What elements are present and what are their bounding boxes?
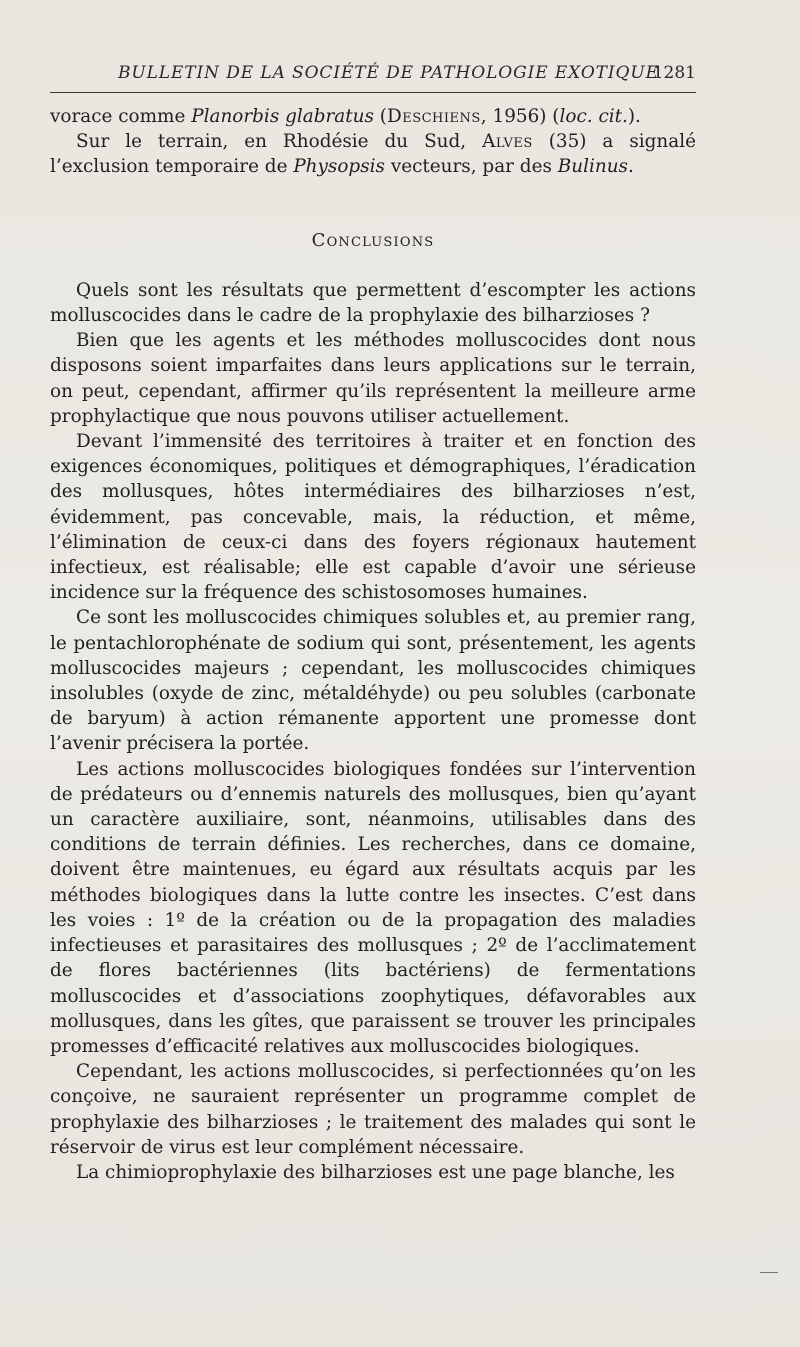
running-header xyxy=(50,60,696,93)
section-heading: Conclusions xyxy=(311,229,435,251)
author-name: Deschiens xyxy=(386,106,481,127)
species-name: Bulinus xyxy=(557,156,628,178)
intro-text: vecteurs, par des xyxy=(384,156,558,178)
intro-text: . xyxy=(628,156,634,178)
paragraph: Devant l’immensité des territoires à traiter et en fonction des exigences économiques, politiques et démographiques, l’éradication des mollusques, hôtes intermédiaires des bilharzioses n’est, évidemment, pas concevable, mais, la réduction, et même, l’élimination de ceux-ci dans des foyers régionaux hautement infectieux, est réalisable; elle est capable d’avoir une sérieuse incidence sur la fréquence des schistosomoses humaines. xyxy=(50,431,696,604)
reference-abbrev: loc. cit. xyxy=(559,106,628,127)
intro-text: Sur le terrain, en Rhodésie du Sud, xyxy=(76,131,483,153)
intro-text: ). xyxy=(627,106,641,127)
species-name: Planorbis glabratus xyxy=(191,106,374,127)
paragraph: Quels sont les résultats que permettent d’escompter les actions molluscocides dans le cadre de la prophylaxie des bilharzioses ? xyxy=(50,279,696,327)
margin-mark xyxy=(760,1272,778,1273)
body-text xyxy=(50,104,696,1185)
intro-line-1 xyxy=(50,104,696,129)
paragraph: Bien que les agents et les méthodes molluscocides dont nous disposons soient imparfaites dans leurs applications sur le terrain, on peut, cependant, affirmer qu’ils représentent la meilleure arme prophylactique que nous pouvons utiliser actuellement. xyxy=(50,330,696,427)
intro-text: ( xyxy=(373,106,387,127)
intro-text: , 1956) ( xyxy=(480,106,560,127)
intro-text: (35) a signalé l’exclusion temporaire de xyxy=(50,131,697,178)
paragraph: Cependant, les actions molluscocides, si perfectionnées qu’on les conçoive, ne sauraient représenter un programme complet de prophylaxie des bilharzioses ; le traitement des malades qui sont le réservoir de virus est leur complément nécessaire. xyxy=(50,1061,696,1158)
running-title: BULLETIN DE LA SOCIÉTÉ DE PATHOLOGIE EXOTIQUE xyxy=(118,63,659,83)
author-name: Alves xyxy=(482,131,533,153)
paragraph: Ce sont les molluscocides chimiques solubles et, au premier rang, le pentachlorophénate de sodium qui sont, présentement, les agents molluscocides majeurs ; cependant, les molluscocides chimiques insolubles (oxyde de zinc, métaldéhyde) ou peu solubles (carbonate de baryum) à action rémanente apportent une promesse dont l’avenir précisera la portée. xyxy=(50,607,696,755)
page-number: 1281 xyxy=(652,63,696,83)
intro-paragraph-2 xyxy=(50,129,696,179)
paragraph: Les actions molluscocides biologiques fondées sur l’intervention de prédateurs ou d’ennemis naturels des mollusques, bien qu’ayant un caractère auxiliaire, sont, néanmoins, utilisables dans des conditions de terrain définies. Les recherches, dans ce domaine, doivent être maintenues, eu égard aux résultats acquis par les méthodes biologiques dans la lutte contre les insectes. C’est dans les voies : 1º de la création ou de la propagation des maladies infectieuses et parasitaires des mollusques ; 2º de l’acclimatement de flores bactériennes (lits bactériens) de fermentations molluscocides et d’associations zoophytiques, défavorables aux mollusques, dans les gîtes, que paraissent se trouver les principales promesses d’efficacité relatives aux molluscocides biologiques. xyxy=(50,758,696,1057)
species-name: Physopsis xyxy=(293,156,385,178)
paragraph: La chimioprophylaxie des bilharzioses est une page blanche, les xyxy=(76,1161,675,1183)
intro-text: vorace comme xyxy=(50,106,192,127)
